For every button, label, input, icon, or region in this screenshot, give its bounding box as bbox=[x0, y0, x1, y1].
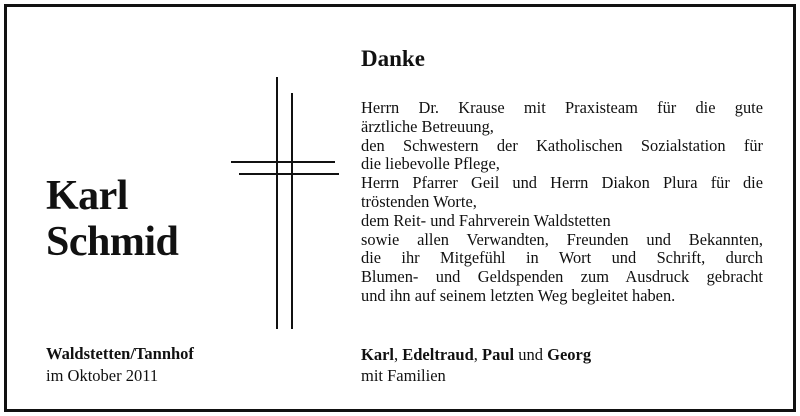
thanks-line: den Schwestern der Katholischen Sozialstation für bbox=[361, 135, 763, 155]
cross-horizontal-line-secondary bbox=[239, 173, 339, 175]
deceased-first-name: Karl bbox=[46, 173, 128, 219]
signature bbox=[361, 344, 591, 386]
signature-names bbox=[361, 344, 591, 365]
signature-separator: und bbox=[514, 345, 548, 364]
thanks-line: die ihr Mitgefühl in Wort und Schrift, durch bbox=[361, 248, 763, 268]
cross-vertical-line-secondary bbox=[291, 93, 293, 329]
signature-suffix: mit Familien bbox=[361, 366, 446, 385]
signer-name: Edeltraud bbox=[402, 345, 474, 364]
place-and-date bbox=[46, 343, 194, 387]
thanks-line: die liebevolle Pflege, bbox=[361, 154, 500, 174]
signature-separator: , bbox=[394, 345, 403, 364]
signer-name: Paul bbox=[482, 345, 515, 364]
thanks-title: Danke bbox=[361, 46, 425, 71]
thanks-line: Blumen- und Geldspenden zum Ausdruck gebracht bbox=[361, 267, 763, 287]
thanks-line: ärztliche Betreuung, bbox=[361, 116, 494, 136]
thanks-line: und ihn auf seinem letzten Weg begleitet haben. bbox=[361, 285, 676, 305]
place-name: Waldstetten/Tannhof bbox=[46, 344, 194, 363]
cross-vertical-line bbox=[276, 77, 278, 329]
signer-name: Karl bbox=[361, 345, 394, 364]
thanks-line: tröstenden Worte, bbox=[361, 191, 477, 211]
thanks-text bbox=[361, 99, 763, 306]
thanks-line: dem Reit- und Fahrverein Waldstetten bbox=[361, 210, 611, 230]
signer-name: Georg bbox=[547, 345, 592, 364]
cross-horizontal-line bbox=[231, 161, 335, 163]
deceased-last-name: Schmid bbox=[46, 219, 179, 265]
signature-separator: , bbox=[473, 345, 483, 364]
thanks-line: sowie allen Verwandten, Freunden und Bekannten, bbox=[361, 229, 763, 249]
deceased-name bbox=[46, 173, 178, 265]
obituary-card bbox=[4, 4, 796, 412]
thanks-line: Herrn Pfarrer Geil und Herrn Diakon Plura für die bbox=[361, 173, 763, 193]
cross-icon bbox=[225, 73, 345, 335]
thanks-line: Herrn Dr. Krause mit Praxisteam für die gute bbox=[361, 98, 763, 117]
date-text: im Oktober 2011 bbox=[46, 366, 159, 385]
